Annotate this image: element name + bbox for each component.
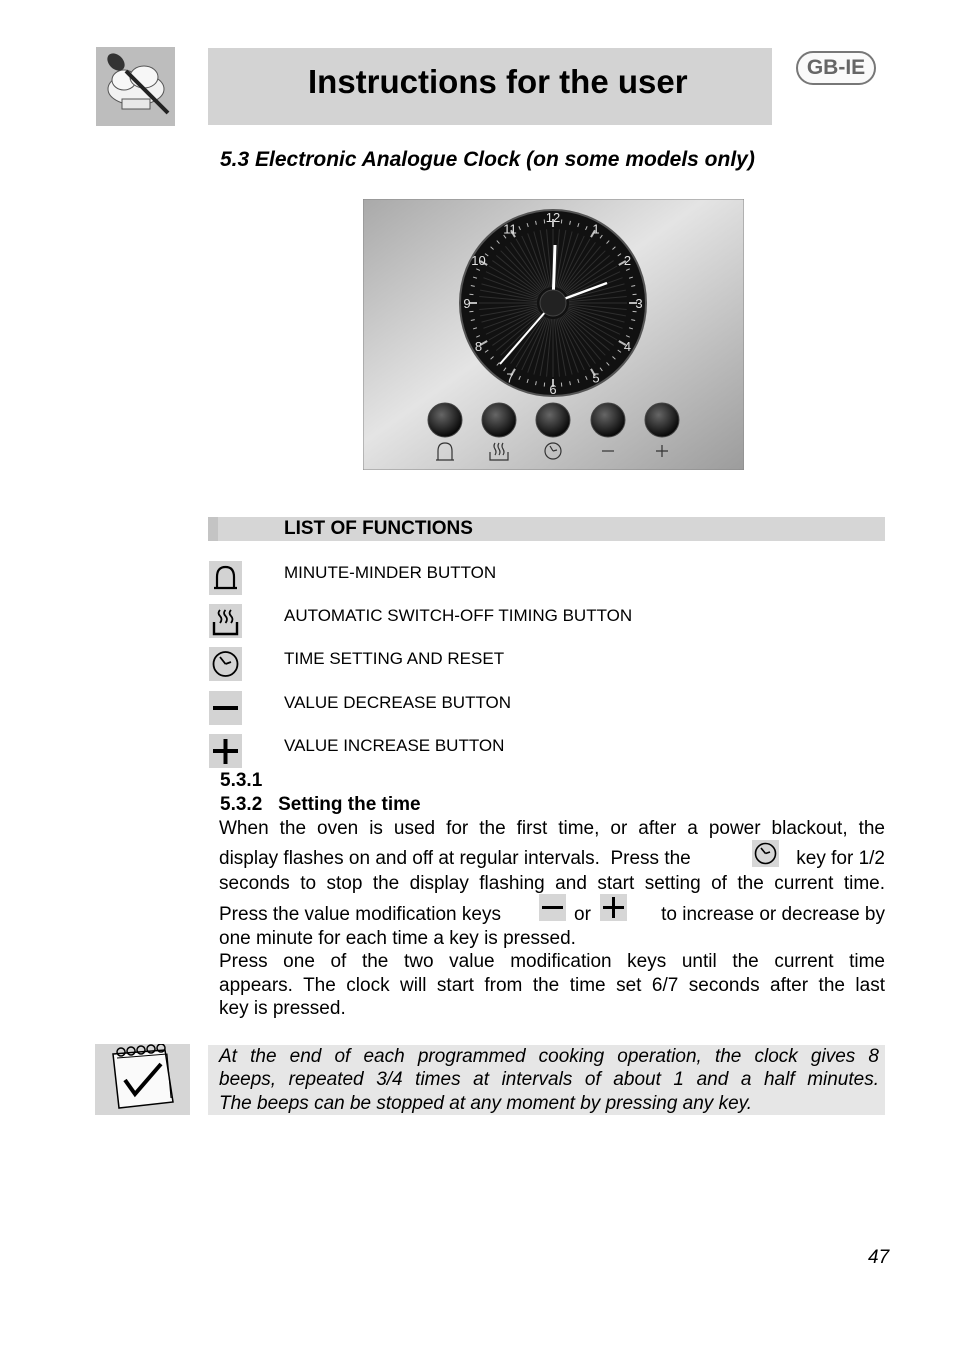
functions-header-stripe — [208, 517, 218, 541]
plus-icon — [209, 734, 242, 768]
minus-icon — [209, 691, 242, 725]
dial-number: 4 — [623, 339, 632, 354]
body-text: or — [574, 904, 591, 925]
clock-panel-image — [363, 199, 744, 470]
panel-knob-clock — [536, 403, 570, 437]
dial-number: 12 — [545, 210, 561, 225]
notepad-check-icon — [95, 1044, 190, 1115]
function-label-value-increase: VALUE INCREASE BUTTON — [284, 736, 505, 755]
note-line: The beeps can be stopped at any moment by pressing any key. — [219, 1093, 753, 1114]
body-line — [219, 840, 885, 872]
page-number: 47 — [868, 1247, 890, 1268]
subsection-heading-setting-time: 5.3.2 Setting the time — [220, 794, 421, 815]
panel-knob-steam-pot — [482, 403, 516, 437]
logo — [96, 47, 175, 126]
note-line: At the end of each programmed cooking operation, the clock gives 8 — [219, 1046, 879, 1067]
note-icon-box — [95, 1044, 190, 1115]
plus-icon — [600, 894, 627, 921]
functions-title: LIST OF FUNCTIONS — [284, 518, 473, 539]
page-title: Instructions for the user — [308, 63, 688, 100]
body-line — [219, 894, 885, 926]
panel-knob-plus — [645, 403, 679, 437]
bell-icon — [209, 561, 242, 595]
function-label-value-decrease: VALUE DECREASE BUTTON — [284, 693, 512, 712]
body-line: one minute for each time a key is pressed. — [219, 928, 576, 949]
body-text: display flashes on and off at regular intervals. Press the — [219, 848, 691, 869]
steam-pot-icon — [209, 604, 242, 638]
dial-number: 10 — [471, 253, 486, 268]
dial-number: 9 — [463, 296, 471, 311]
panel-knob-minus — [591, 403, 625, 437]
clock-icon — [209, 647, 242, 681]
dial-center — [540, 290, 566, 316]
dial-number: 1 — [592, 221, 600, 237]
dial-number: 6 — [549, 382, 557, 397]
body-line: seconds to stop the display flashing and start setting of the current time. — [219, 873, 885, 894]
body-line: key is pressed. — [219, 998, 346, 1019]
section-heading: 5.3 Electronic Analogue Clock (on some models only) — [220, 148, 755, 171]
clock-panel-illustration — [363, 199, 744, 470]
dial-number: 3 — [635, 296, 643, 311]
panel-knob-bell — [428, 403, 462, 437]
dial-number: 11 — [503, 221, 517, 237]
dial-number: 7 — [506, 370, 514, 386]
subsection-number: 5.3.1 — [220, 770, 263, 791]
chef-hat-spoon-icon — [96, 47, 175, 126]
minus-icon — [539, 894, 566, 921]
function-label-time-setting: TIME SETTING AND RESET — [284, 649, 505, 668]
dial-number: 8 — [474, 339, 483, 354]
note-line: beeps, repeated 3/4 times at intervals of about 1 and a half minutes. — [219, 1069, 879, 1090]
function-label-auto-switch-off: AUTOMATIC SWITCH-OFF TIMING BUTTON — [284, 606, 633, 625]
body-line: Press one of the two value modification keys until the current time — [219, 951, 885, 972]
dial-number: 5 — [592, 370, 600, 386]
body-line: appears. The clock will start from the time set 6/7 seconds after the last — [219, 975, 885, 996]
body-text: Press the value modification keys — [219, 904, 501, 925]
region-badge: GB-IE — [796, 51, 876, 85]
body-text: to increase or decrease by — [661, 904, 885, 925]
dial-number: 2 — [623, 253, 632, 268]
function-label-minute-minder: MINUTE-MINDER BUTTON — [284, 563, 497, 582]
body-text: key for 1/2 — [796, 848, 885, 869]
clock-icon — [752, 840, 779, 867]
body-line: When the oven is used for the first time, or after a power blackout, the — [219, 818, 885, 839]
